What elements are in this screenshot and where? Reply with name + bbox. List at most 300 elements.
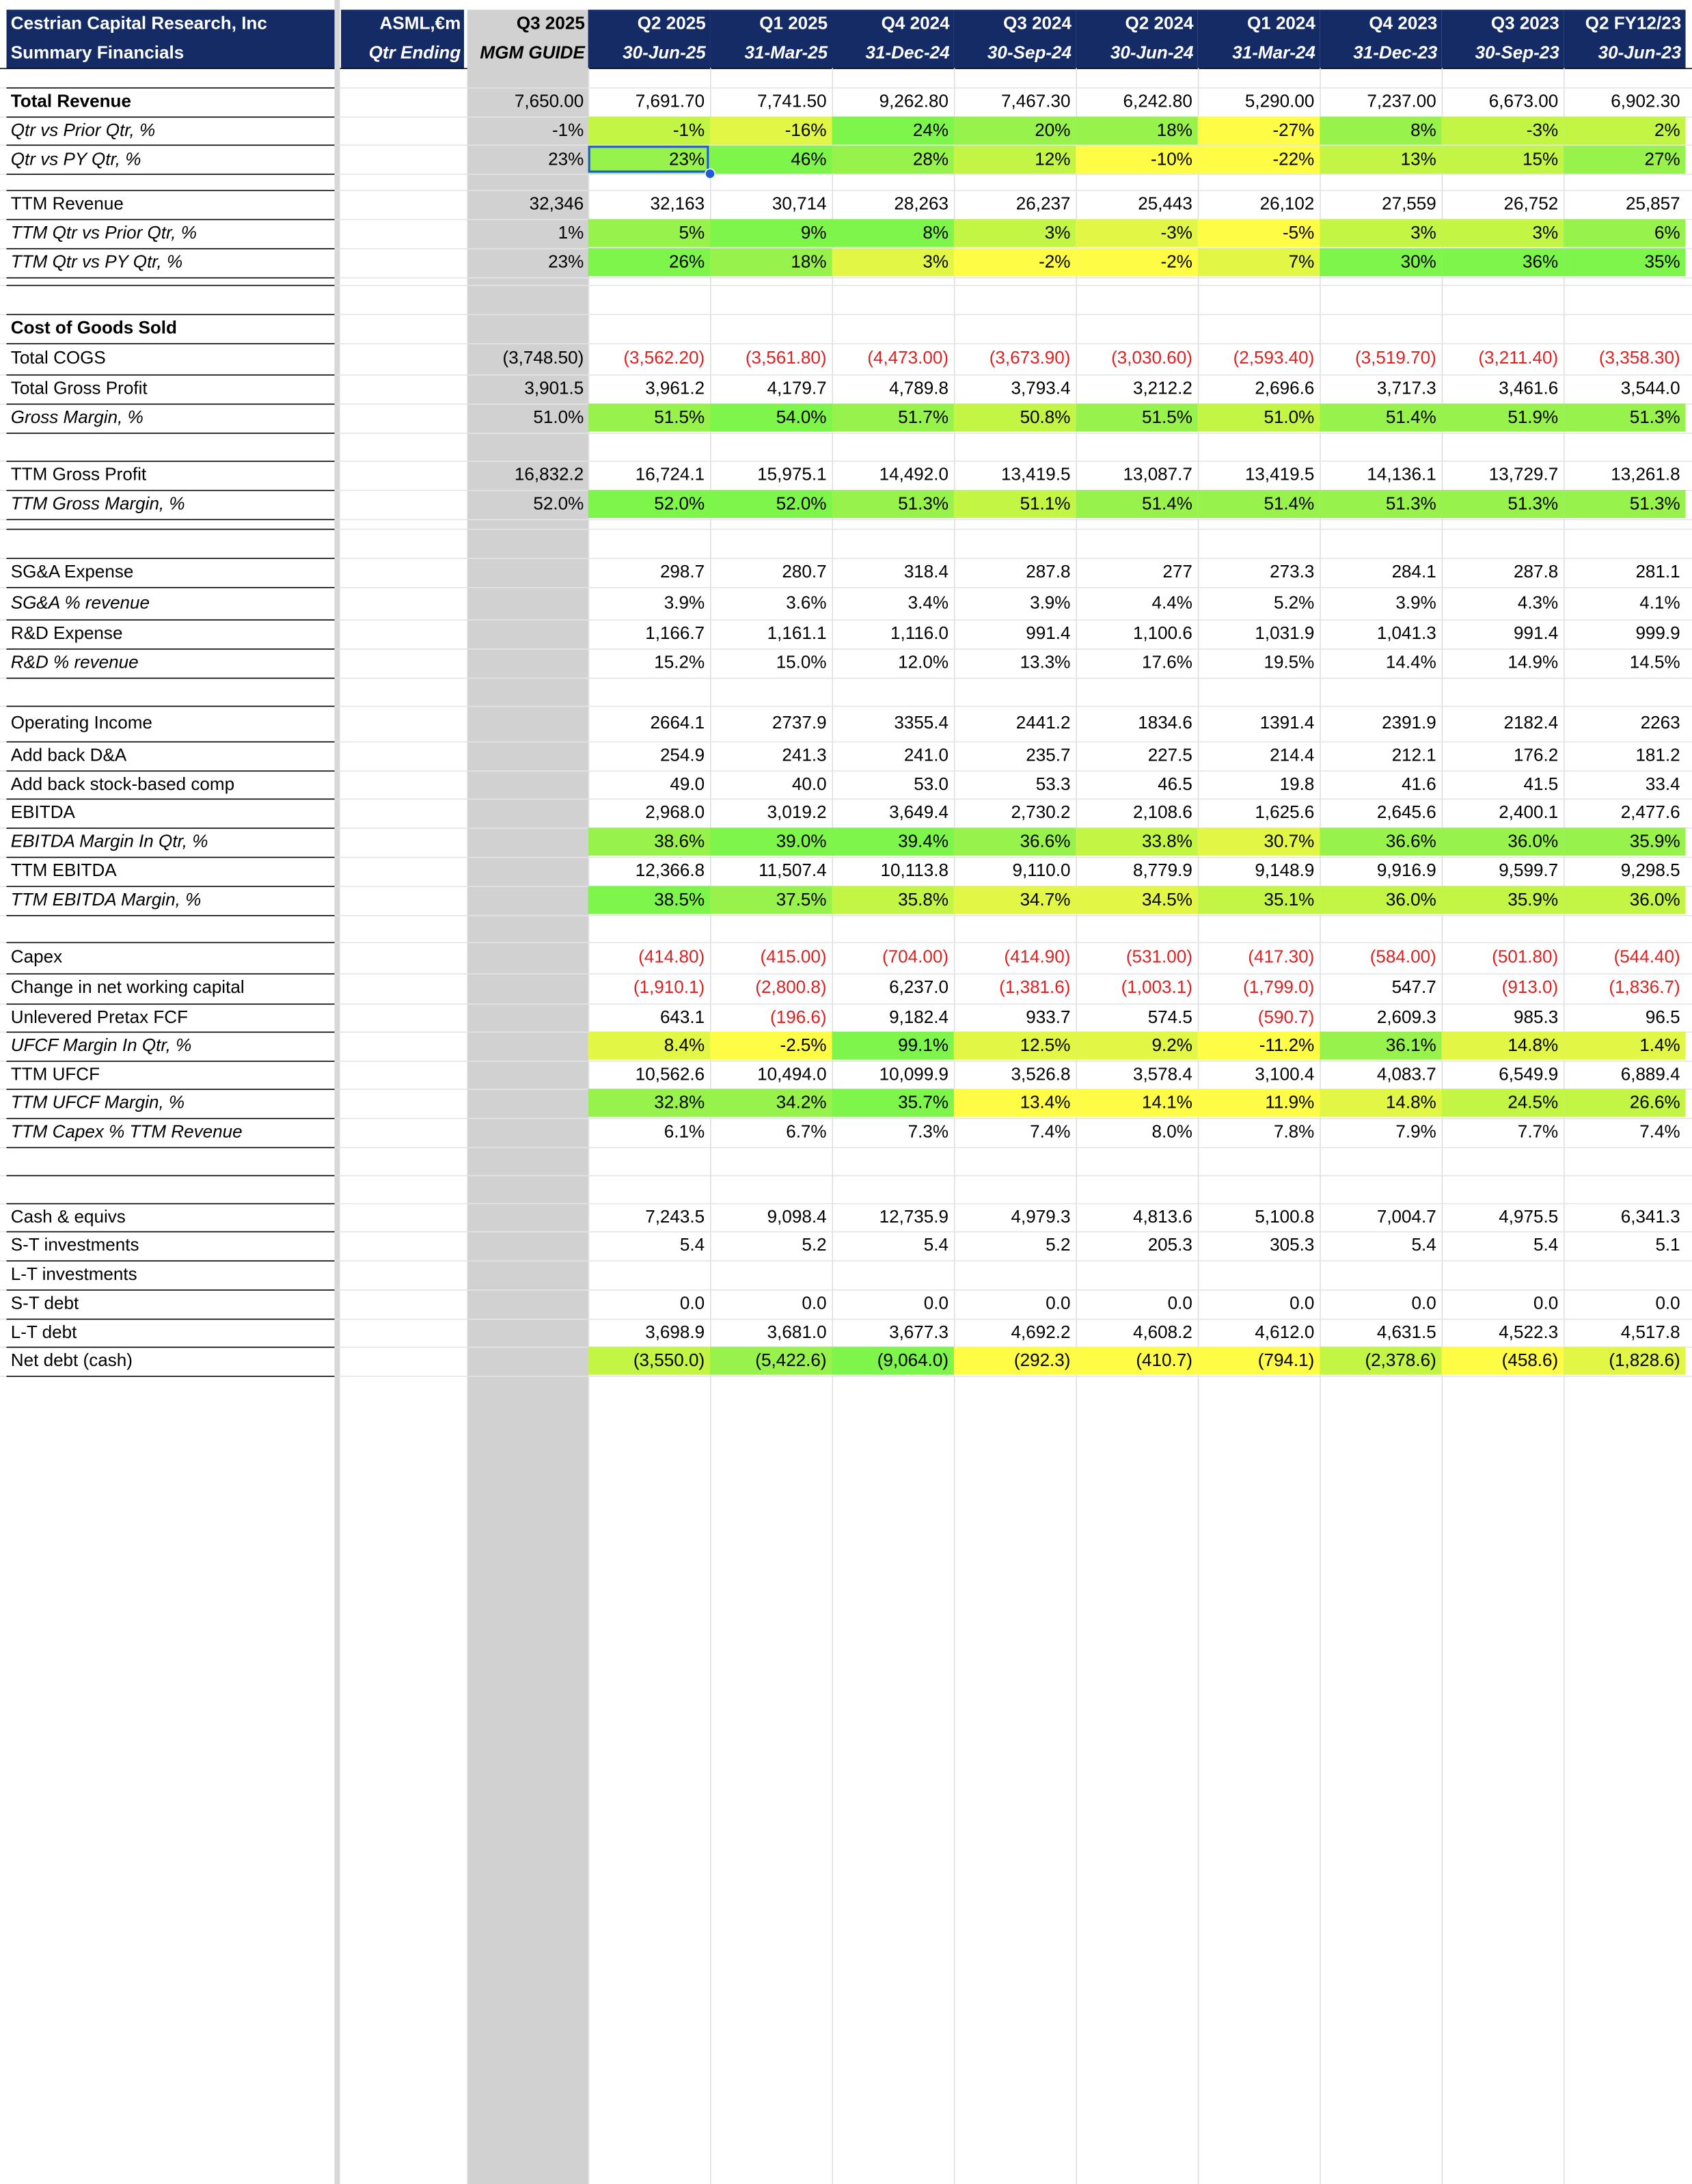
data-cell[interactable]: 6,673.00 [1488,92,1559,111]
data-cell[interactable]: 41.5 [1523,774,1559,795]
data-cell[interactable]: (501.80) [1492,947,1559,967]
data-cell[interactable]: 4,979.3 [1011,1207,1071,1227]
data-cell[interactable]: (590.7) [1257,1007,1315,1028]
data-cell[interactable]: 2% [1654,120,1680,141]
data-cell[interactable]: 3% [1044,223,1071,243]
data-cell[interactable]: 0.0 [1046,1294,1071,1313]
data-cell[interactable]: 53.3 [1035,774,1071,795]
data-cell[interactable]: 50.8% [1020,407,1071,428]
data-cell[interactable]: 991.4 [1514,623,1559,644]
data-cell[interactable]: 26% [668,252,705,272]
data-cell[interactable]: 23% [668,150,705,169]
data-cell[interactable]: 9,916.9 [1376,861,1436,881]
data-cell[interactable]: (292.3) [1013,1351,1071,1371]
data-cell[interactable]: 52.0% [654,494,705,514]
data-cell[interactable]: 46% [791,150,827,169]
data-cell[interactable]: 0.0 [802,1294,827,1313]
data-cell[interactable]: 51.4% [1385,407,1436,428]
data-cell[interactable]: 51.3% [1507,494,1559,514]
data-cell[interactable]: 1% [558,223,584,243]
data-cell[interactable]: 3,901.5 [524,379,584,398]
data-cell[interactable]: 17.6% [1142,653,1192,672]
data-cell[interactable]: 12,735.9 [879,1207,949,1227]
data-cell[interactable]: 12% [1035,150,1071,169]
data-cell[interactable]: 30% [1400,252,1436,272]
data-cell[interactable]: (544.40) [1613,947,1680,967]
data-cell[interactable]: -2% [1039,252,1071,272]
data-cell[interactable]: 99.1% [898,1035,949,1056]
data-cell[interactable]: 2,968.0 [645,802,705,823]
data-cell[interactable]: 3% [1410,223,1436,243]
data-cell[interactable]: 933.7 [1026,1007,1071,1028]
data-cell[interactable]: 11.9% [1265,1093,1315,1113]
data-cell[interactable]: 2,400.1 [1499,802,1559,823]
data-cell[interactable]: 1,625.6 [1255,802,1315,823]
data-cell[interactable]: 16,832.2 [514,465,584,485]
data-cell[interactable]: 3,649.4 [889,802,949,823]
data-cell[interactable]: 14.8% [1385,1093,1436,1113]
data-cell[interactable]: -3% [1160,223,1192,243]
data-cell[interactable]: 24.5% [1507,1093,1559,1113]
data-cell[interactable]: 7,650.00 [514,92,584,111]
data-cell[interactable]: 14.9% [1507,653,1559,672]
data-cell[interactable]: -1% [551,120,584,141]
data-cell[interactable]: 4.3% [1517,593,1559,613]
data-cell[interactable]: 999.9 [1635,623,1680,644]
data-cell[interactable]: (584.00) [1369,947,1436,967]
data-cell[interactable]: (3,561.80) [745,349,827,368]
data-cell[interactable]: (3,550.0) [633,1351,705,1371]
data-cell[interactable]: 4,083.7 [1376,1065,1436,1084]
data-cell[interactable]: 2664.1 [650,713,705,733]
data-cell[interactable]: 35% [1644,252,1680,272]
data-cell[interactable]: 18% [1156,120,1192,141]
data-cell[interactable]: (2,800.8) [755,977,827,998]
data-cell[interactable]: -2.5% [780,1035,827,1056]
data-cell[interactable]: 3.6% [786,593,827,613]
data-cell[interactable]: 13,729.7 [1488,465,1559,485]
data-cell[interactable]: 9,298.5 [1620,861,1680,881]
data-cell[interactable]: 7,741.50 [757,92,827,111]
data-cell[interactable]: 574.5 [1147,1007,1192,1028]
data-cell[interactable]: 36.1% [1385,1035,1436,1056]
data-cell[interactable]: 9,148.9 [1255,861,1315,881]
data-cell[interactable]: 28,263 [894,194,949,214]
data-cell[interactable]: (1,799.0) [1243,977,1315,998]
data-cell[interactable]: 0.0 [679,1294,705,1313]
data-cell[interactable]: 19.8 [1279,774,1315,795]
data-cell[interactable]: 3,717.3 [1376,379,1436,398]
data-cell[interactable]: 7.4% [1639,1122,1680,1142]
data-cell[interactable]: 1391.4 [1259,713,1315,733]
data-cell[interactable]: (2,593.40) [1233,349,1315,368]
data-cell[interactable]: 36.6% [1385,832,1436,851]
data-cell[interactable]: 12,366.8 [635,861,705,881]
data-cell[interactable]: 51.5% [654,407,705,428]
data-cell[interactable]: (3,748.50) [502,349,584,368]
data-cell[interactable]: (3,673.90) [989,349,1071,368]
data-cell[interactable]: 3,578.4 [1132,1065,1192,1084]
data-cell[interactable]: (531.00) [1125,947,1192,967]
data-cell[interactable]: 26,237 [1015,194,1071,214]
data-cell[interactable]: 5.4 [923,1236,949,1255]
data-cell[interactable]: (704.00) [882,947,949,967]
data-cell[interactable]: 14.5% [1629,653,1680,672]
data-cell[interactable]: 8% [923,223,949,243]
data-cell[interactable]: 38.5% [654,890,705,910]
data-cell[interactable]: 7,691.70 [635,92,705,111]
data-cell[interactable]: 6% [1654,223,1680,243]
data-cell[interactable]: 51.1% [1020,494,1071,514]
data-cell[interactable]: 1,116.0 [890,623,949,644]
data-cell[interactable]: 51.0% [1264,407,1315,428]
data-cell[interactable]: 36% [1523,252,1559,272]
data-cell[interactable]: (1,381.6) [999,977,1071,998]
data-cell[interactable]: 14.4% [1385,653,1436,672]
data-cell[interactable]: 13,087.7 [1123,465,1192,485]
data-cell[interactable]: 2263 [1640,713,1680,733]
data-cell[interactable]: 3355.4 [894,713,949,733]
data-cell[interactable]: 2182.4 [1503,713,1559,733]
data-cell[interactable]: 40.0 [791,774,827,795]
data-cell[interactable]: 34.2% [776,1093,827,1113]
data-cell[interactable]: -2% [1160,252,1192,272]
data-cell[interactable]: 547.7 [1391,977,1436,998]
data-cell[interactable]: -11.2% [1259,1035,1315,1056]
data-cell[interactable]: 15% [1523,150,1559,169]
data-cell[interactable]: 643.1 [659,1007,705,1028]
data-cell[interactable]: 280.7 [782,562,827,582]
data-cell[interactable]: (794.1) [1257,1351,1315,1371]
data-cell[interactable]: 7.8% [1273,1122,1315,1142]
data-cell[interactable]: 1,166.7 [645,623,705,644]
data-cell[interactable]: 5.2% [1273,593,1315,613]
data-cell[interactable]: 9,182.4 [889,1007,949,1028]
data-cell[interactable]: 318.4 [903,562,949,582]
data-cell[interactable]: 52.0% [776,494,827,514]
data-cell[interactable]: 4,692.2 [1011,1322,1071,1343]
data-cell[interactable]: 26,752 [1503,194,1559,214]
data-cell[interactable]: 3,793.4 [1011,379,1071,398]
data-cell[interactable]: 6.7% [786,1122,827,1142]
data-cell[interactable]: 3,681.0 [767,1322,827,1343]
data-cell[interactable]: 9,599.7 [1499,861,1559,881]
selection-handle[interactable] [705,168,715,179]
data-cell[interactable]: 2391.9 [1382,713,1436,733]
data-cell[interactable]: 281.1 [1635,562,1680,582]
data-cell[interactable]: 13.4% [1020,1093,1071,1113]
data-cell[interactable]: 254.9 [659,746,705,765]
data-cell[interactable]: 25,857 [1625,194,1680,214]
data-cell[interactable]: 3,677.3 [889,1322,949,1343]
data-cell[interactable]: 20% [1035,120,1071,141]
data-cell[interactable]: 4,975.5 [1499,1207,1559,1227]
data-cell[interactable]: 0.0 [1411,1294,1436,1313]
data-cell[interactable]: 1,161.1 [767,623,827,644]
data-cell[interactable]: 4.4% [1151,593,1192,613]
data-cell[interactable]: (1,003.1) [1121,977,1192,998]
data-cell[interactable]: 3.9% [1395,593,1436,613]
data-cell[interactable]: -10% [1151,150,1192,169]
data-cell[interactable]: 3,100.4 [1255,1065,1315,1084]
data-cell[interactable]: 39.0% [776,832,827,851]
selected-cell[interactable] [588,146,709,172]
data-cell[interactable]: 176.2 [1514,746,1559,765]
data-cell[interactable]: (458.6) [1501,1351,1559,1371]
data-cell[interactable]: 235.7 [1026,746,1071,765]
data-cell[interactable]: 287.8 [1026,562,1071,582]
data-cell[interactable]: 3,019.2 [767,802,827,823]
data-cell[interactable]: 37.5% [776,890,827,910]
data-cell[interactable]: 28% [912,150,949,169]
data-cell[interactable]: 14,492.0 [879,465,949,485]
data-cell[interactable]: 36.0% [1385,890,1436,910]
data-cell[interactable]: 1.4% [1639,1035,1680,1056]
data-cell[interactable]: 30,714 [772,194,827,214]
data-cell[interactable]: 15.0% [776,653,827,672]
data-cell[interactable]: 1,041.3 [1376,623,1436,644]
data-cell[interactable]: 0.0 [1655,1294,1680,1313]
data-cell[interactable]: 7,237.00 [1367,92,1436,111]
data-cell[interactable]: 51.5% [1142,407,1192,428]
data-cell[interactable]: 18% [791,252,827,272]
data-cell[interactable]: 3,698.9 [645,1322,705,1343]
data-cell[interactable]: 10,494.0 [757,1065,827,1084]
data-cell[interactable]: 985.3 [1514,1007,1559,1028]
data-cell[interactable]: 5.2 [802,1236,827,1255]
data-cell[interactable]: 35.9% [1507,890,1559,910]
data-cell[interactable]: 4,789.8 [889,379,949,398]
data-cell[interactable]: 3,212.2 [1132,379,1192,398]
data-cell[interactable]: 13,419.5 [1244,465,1315,485]
data-cell[interactable]: (196.6) [770,1007,827,1028]
data-cell[interactable]: 7,004.7 [1376,1207,1436,1227]
data-cell[interactable]: 5.4 [1411,1236,1436,1255]
data-cell[interactable]: 13,419.5 [1001,465,1071,485]
data-cell[interactable]: (1,910.1) [633,977,705,998]
data-cell[interactable]: 4,631.5 [1376,1322,1436,1343]
data-cell[interactable]: 51.0% [533,407,584,428]
data-cell[interactable]: 3.9% [1030,593,1071,613]
data-cell[interactable]: 2,477.6 [1620,802,1680,823]
data-cell[interactable]: 23% [548,252,584,272]
data-cell[interactable]: 3,544.0 [1620,379,1680,398]
data-cell[interactable]: 10,113.8 [880,861,949,881]
data-cell[interactable]: 6.1% [664,1122,705,1142]
data-cell[interactable]: 27,559 [1382,194,1436,214]
data-cell[interactable]: (9,064.0) [877,1351,949,1371]
data-cell[interactable]: 6,341.3 [1620,1207,1680,1227]
data-cell[interactable]: -5% [1283,223,1315,243]
data-cell[interactable]: 32,346 [529,194,584,214]
data-cell[interactable]: 8% [1410,120,1436,141]
data-cell[interactable]: 51.9% [1507,407,1559,428]
data-cell[interactable]: 41.6 [1402,774,1436,795]
data-cell[interactable]: 54.0% [776,407,827,428]
data-cell[interactable]: (4,473.00) [867,349,949,368]
data-cell[interactable]: 51.3% [898,494,949,514]
data-cell[interactable]: 49.0 [670,774,705,795]
data-cell[interactable]: 212.1 [1391,746,1436,765]
data-cell[interactable]: 35.7% [898,1093,949,1113]
data-cell[interactable]: 51.3% [1629,407,1680,428]
data-cell[interactable]: -16% [784,120,827,141]
data-cell[interactable]: 6,902.30 [1611,92,1680,111]
data-cell[interactable]: 241.3 [782,746,827,765]
data-cell[interactable]: 11,507.4 [759,861,827,881]
data-cell[interactable]: 4.1% [1639,593,1680,613]
data-cell[interactable]: 52.0% [533,494,584,514]
data-cell[interactable]: 0.0 [923,1294,949,1313]
data-cell[interactable]: 241.0 [903,746,949,765]
data-cell[interactable]: (410.7) [1136,1351,1192,1371]
data-cell[interactable]: 8,779.9 [1132,861,1192,881]
data-cell[interactable]: (414.90) [1004,947,1071,967]
data-cell[interactable]: 9.2% [1151,1035,1192,1056]
data-cell[interactable]: 6,889.4 [1620,1065,1680,1084]
data-cell[interactable]: 13.3% [1020,653,1071,672]
data-cell[interactable]: 2,645.6 [1376,802,1436,823]
data-cell[interactable]: 36.6% [1020,832,1071,851]
data-cell[interactable]: 1,031.9 [1255,623,1315,644]
data-cell[interactable]: 2,696.6 [1255,379,1315,398]
data-cell[interactable]: 14.1% [1142,1093,1192,1113]
data-cell[interactable]: 2,108.6 [1132,802,1192,823]
data-cell[interactable]: 15,975.1 [757,465,827,485]
data-cell[interactable]: 26,102 [1259,194,1315,214]
data-cell[interactable]: 35.8% [898,890,949,910]
data-cell[interactable]: 32,163 [650,194,705,214]
data-cell[interactable]: 32.8% [654,1093,705,1113]
data-cell[interactable]: 26.6% [1629,1093,1680,1113]
data-cell[interactable]: 7.3% [908,1122,949,1142]
data-cell[interactable]: 991.4 [1026,623,1071,644]
data-cell[interactable]: 181.2 [1635,746,1680,765]
data-cell[interactable]: 10,099.9 [879,1065,949,1084]
data-cell[interactable]: (5,422.6) [755,1351,827,1371]
data-cell[interactable]: 36.0% [1507,832,1559,851]
data-cell[interactable]: 39.4% [898,832,949,851]
data-cell[interactable]: 6,549.9 [1499,1065,1559,1084]
data-cell[interactable]: 287.8 [1514,562,1559,582]
data-cell[interactable]: 6,242.80 [1123,92,1192,111]
data-cell[interactable]: 13% [1400,150,1436,169]
data-cell[interactable]: 51.4% [1142,494,1192,514]
data-cell[interactable]: 51.4% [1264,494,1315,514]
data-cell[interactable]: 5,100.8 [1255,1207,1315,1227]
data-cell[interactable]: 0.0 [1167,1294,1192,1313]
data-cell[interactable]: 51.7% [898,407,949,428]
data-cell[interactable]: (3,211.40) [1478,349,1559,368]
data-cell[interactable]: 3% [923,252,949,272]
data-cell[interactable]: 284.1 [1391,562,1436,582]
data-cell[interactable]: 38.6% [654,832,705,851]
data-cell[interactable]: 15.2% [654,653,705,672]
data-cell[interactable]: 2441.2 [1015,713,1071,733]
data-cell[interactable]: 4,608.2 [1132,1322,1192,1343]
data-cell[interactable]: 30.7% [1264,832,1315,851]
data-cell[interactable]: 96.5 [1645,1007,1680,1028]
data-cell[interactable]: 0.0 [1290,1294,1315,1313]
data-cell[interactable]: 5% [679,223,705,243]
data-cell[interactable]: 8.0% [1151,1122,1192,1142]
data-cell[interactable]: 227.5 [1147,746,1192,765]
data-cell[interactable]: 34.7% [1020,890,1071,910]
data-cell[interactable]: 205.3 [1147,1236,1192,1255]
data-cell[interactable]: 3,461.6 [1499,379,1559,398]
data-cell[interactable]: (3,358.30) [1598,349,1680,368]
data-cell[interactable]: 27% [1644,150,1680,169]
data-cell[interactable]: (2,378.6) [1365,1351,1436,1371]
data-cell[interactable]: 7.4% [1030,1122,1071,1142]
data-cell[interactable]: 35.9% [1629,832,1680,851]
data-cell[interactable]: 2,609.3 [1376,1007,1436,1028]
data-cell[interactable]: 1834.6 [1138,713,1192,733]
data-cell[interactable]: 46.5 [1158,774,1192,795]
data-cell[interactable]: 51.3% [1385,494,1436,514]
data-cell[interactable]: 9,098.4 [767,1207,827,1227]
data-cell[interactable]: (417.30) [1248,947,1315,967]
data-cell[interactable]: 7,467.30 [1001,92,1071,111]
data-cell[interactable]: 14.8% [1507,1035,1559,1056]
data-cell[interactable]: 7,243.5 [645,1207,705,1227]
data-cell[interactable]: -22% [1272,150,1315,169]
data-cell[interactable]: 3,526.8 [1011,1065,1071,1084]
data-cell[interactable]: 4,517.8 [1620,1322,1680,1343]
data-cell[interactable]: 0.0 [1533,1294,1559,1313]
data-cell[interactable]: 5.4 [1533,1236,1559,1255]
data-cell[interactable]: 3.4% [908,593,949,613]
data-cell[interactable]: 13,261.8 [1611,465,1680,485]
data-cell[interactable]: 25,443 [1138,194,1192,214]
data-cell[interactable]: 7.9% [1395,1122,1436,1142]
data-cell[interactable]: -3% [1526,120,1559,141]
data-cell[interactable]: 36.0% [1629,890,1680,910]
data-cell[interactable]: 2,730.2 [1011,802,1071,823]
data-cell[interactable]: 16,724.1 [635,465,705,485]
data-cell[interactable]: 3.9% [664,593,705,613]
data-cell[interactable]: 4,522.3 [1499,1322,1559,1343]
data-cell[interactable]: (3,519.70) [1355,349,1436,368]
data-cell[interactable]: 4,612.0 [1255,1322,1315,1343]
data-cell[interactable]: 23% [548,150,584,169]
data-cell[interactable]: 305.3 [1270,1236,1315,1255]
data-cell[interactable]: 5.1 [1655,1236,1680,1255]
data-cell[interactable]: 10,562.6 [635,1065,705,1084]
data-cell[interactable]: 9% [800,223,827,243]
data-cell[interactable]: 273.3 [1270,562,1315,582]
data-cell[interactable]: 5,290.00 [1244,92,1315,111]
data-cell[interactable]: 4,813.6 [1132,1207,1192,1227]
data-cell[interactable]: 1,100.6 [1132,623,1192,644]
data-cell[interactable]: 24% [912,120,949,141]
data-cell[interactable]: 34.5% [1142,890,1192,910]
data-cell[interactable]: -1% [672,120,705,141]
data-cell[interactable]: 214.4 [1270,746,1315,765]
data-cell[interactable]: 5.4 [679,1236,705,1255]
data-cell[interactable]: 9,262.80 [879,92,949,111]
data-cell[interactable]: 53.0 [914,774,949,795]
data-cell[interactable]: 3% [1532,223,1559,243]
data-cell[interactable]: (3,562.20) [623,349,705,368]
data-cell[interactable]: 35.1% [1264,890,1315,910]
data-cell[interactable]: 2737.9 [772,713,827,733]
data-cell[interactable]: (1,828.6) [1609,1351,1680,1371]
data-cell[interactable]: (414.80) [638,947,705,967]
data-cell[interactable]: 9,110.0 [1012,861,1071,881]
data-cell[interactable]: 5.2 [1046,1236,1071,1255]
data-cell[interactable]: 14,136.1 [1367,465,1436,485]
